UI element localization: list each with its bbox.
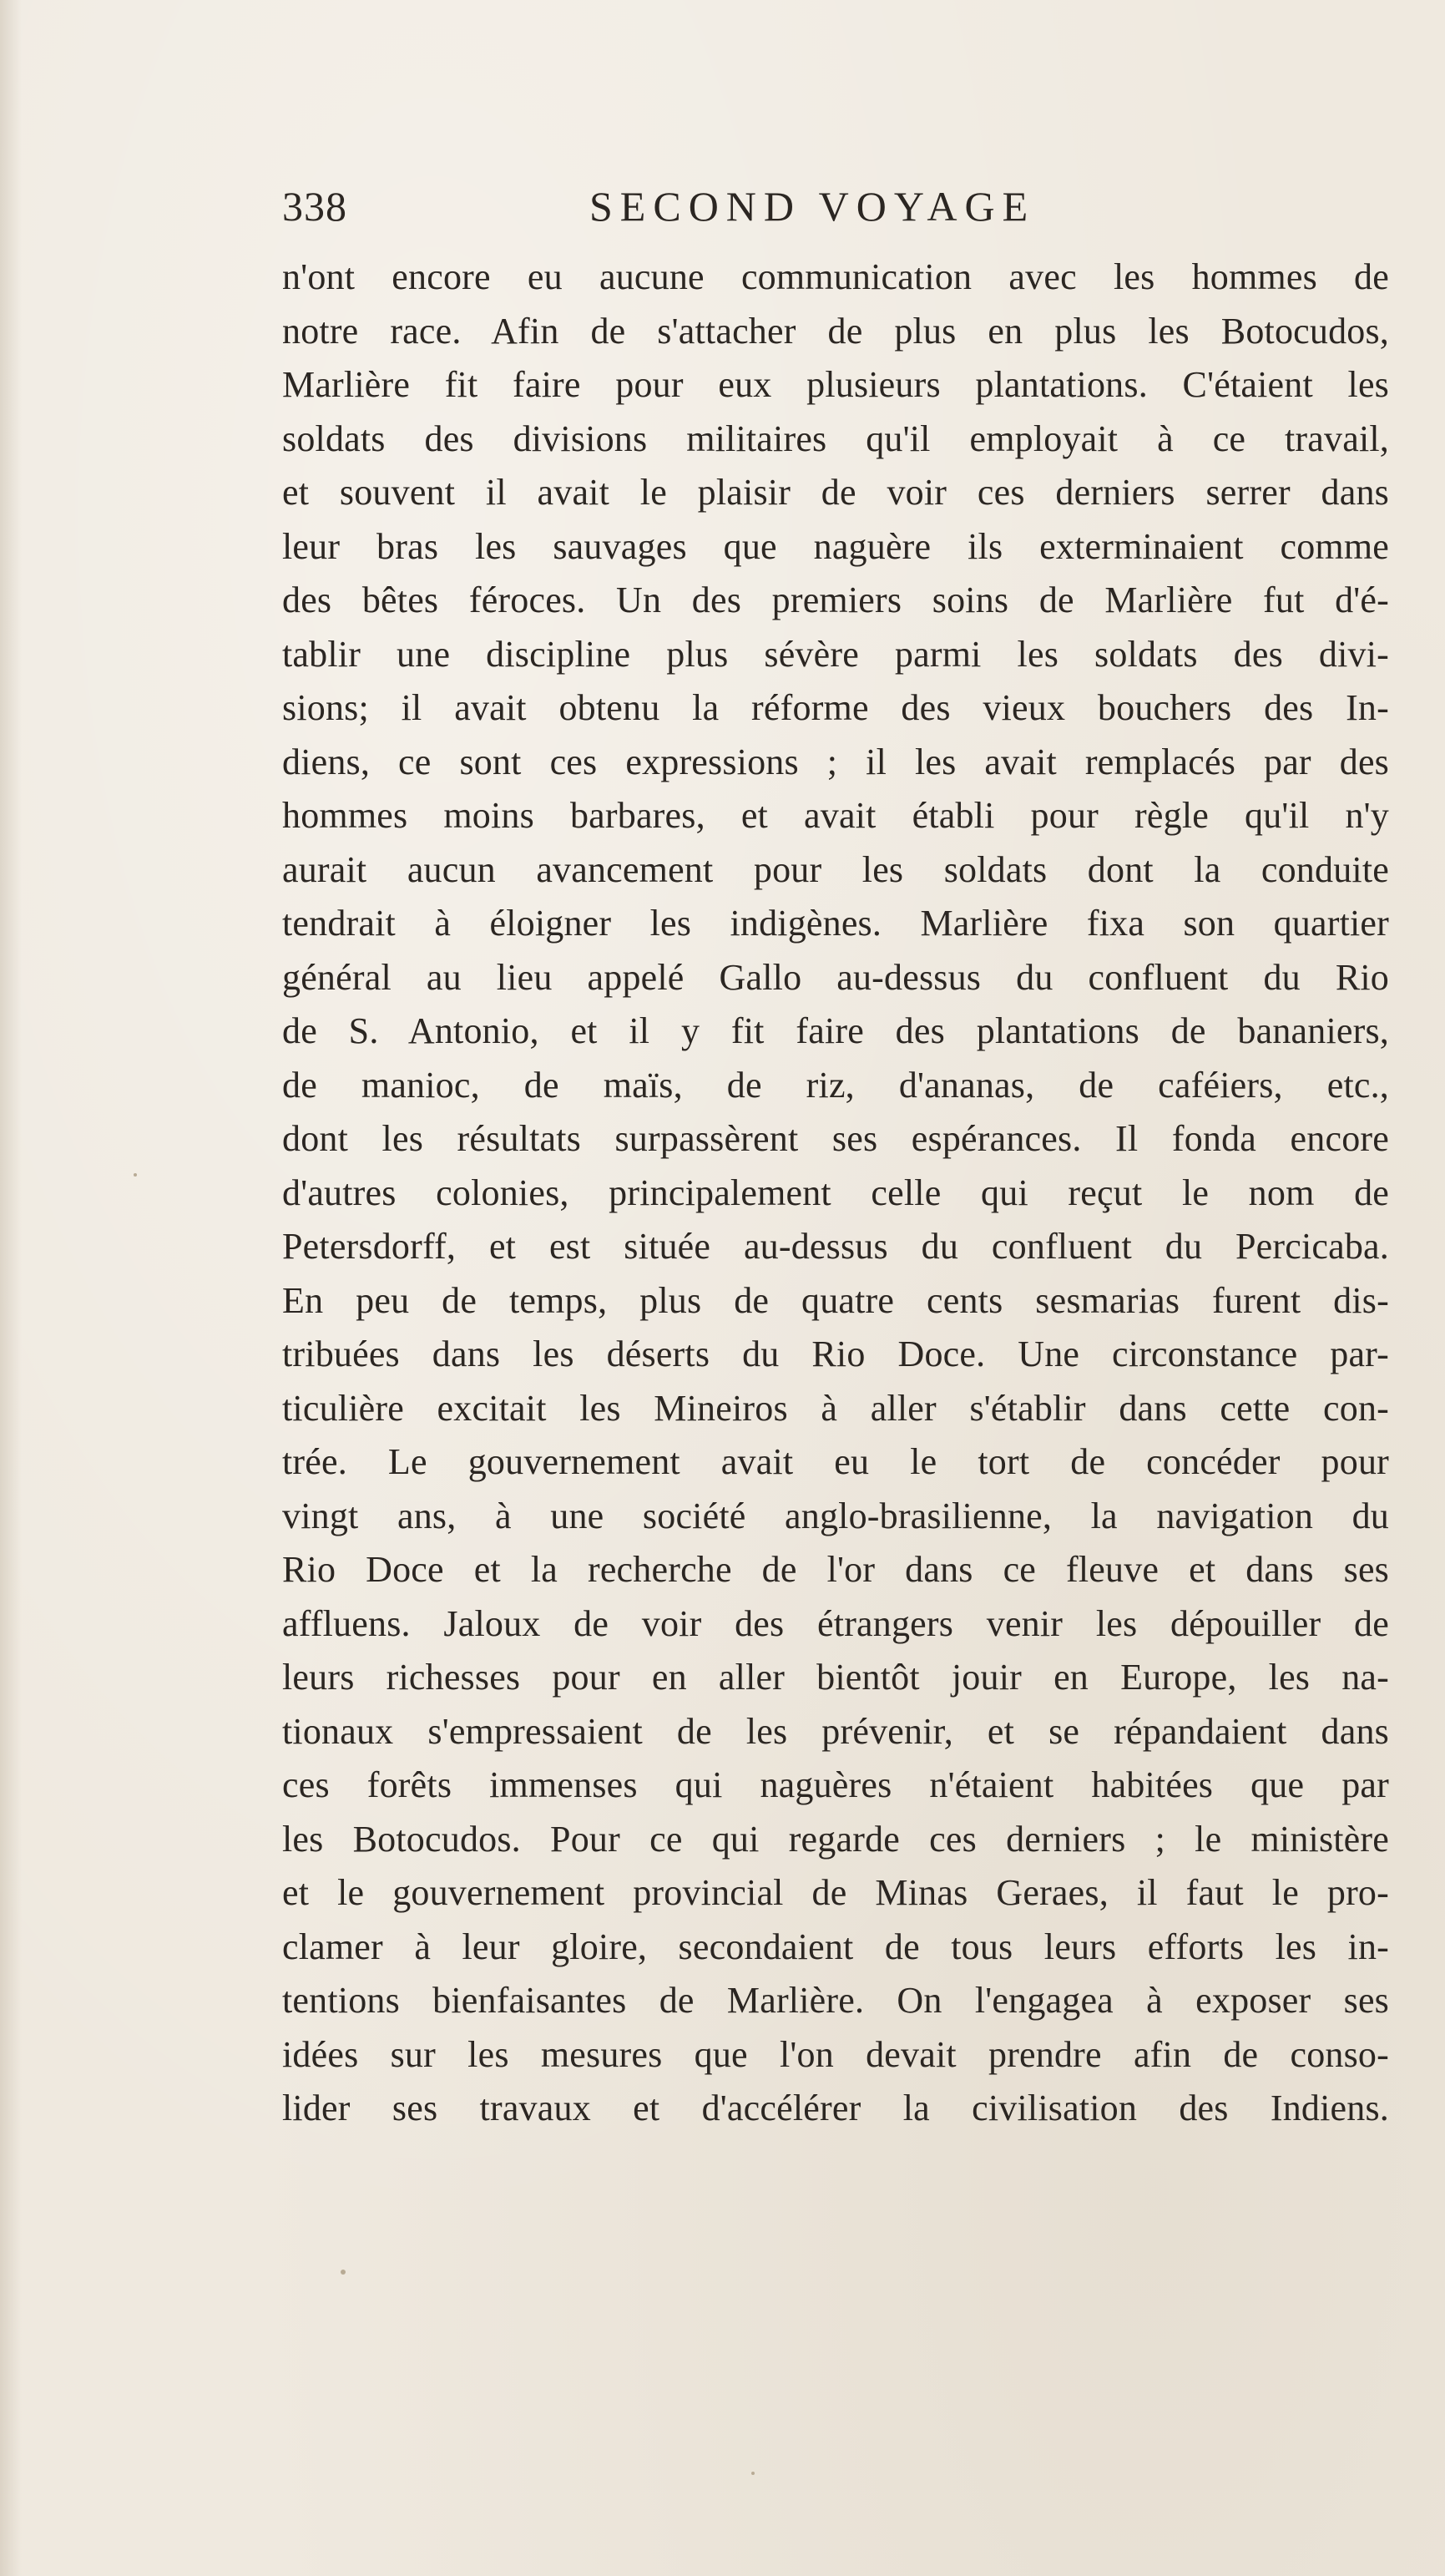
- paper-speck: [134, 1173, 137, 1177]
- body-text: [282, 251, 1389, 2136]
- text-line: lider ses travaux et d'accélérer la civilisation des Indiens.: [282, 2088, 1389, 2128]
- page-number: 338: [282, 183, 347, 230]
- text-line: clamer à leur gloire, secondaient de tous leurs efforts les in-: [282, 1926, 1389, 1967]
- text-line: diens, ce sont ces expressions ; il les avait remplacés par des: [282, 741, 1389, 782]
- text-line: vingt ans, à une société anglo-brasilienne, la navigation du: [282, 1495, 1389, 1536]
- text-line: et le gouvernement provincial de Minas Geraes, il faut le pro-: [282, 1872, 1389, 1913]
- text-line: notre race. Afin de s'attacher de plus en plus les Botocudos,: [282, 310, 1389, 352]
- text-line: Rio Doce et la recherche de l'or dans ce fleuve et dans ses: [282, 1549, 1389, 1590]
- text-line: soldats des divisions militaires qu'il employait à ce travail,: [282, 418, 1389, 459]
- text-line: hommes moins barbares, et avait établi pour règle qu'il n'y: [282, 795, 1389, 836]
- text-line: leurs richesses pour en aller bientôt jouir en Europe, les na-: [282, 1657, 1389, 1698]
- text-line: dont les résultats surpassèrent ses espérances. Il fonda encore: [282, 1118, 1389, 1159]
- text-line: d'autres colonies, principalement celle qui reçut le nom de: [282, 1172, 1389, 1213]
- text-line: leur bras les sauvages que naguère ils exterminaient comme: [282, 525, 1389, 567]
- text-line: idées sur les mesures que l'on devait prendre afin de conso-: [282, 2033, 1389, 2075]
- text-line: tribuées dans les déserts du Rio Doce. Une circonstance par-: [282, 1334, 1389, 1374]
- text-line: trée. Le gouvernement avait eu le tort de concéder pour: [282, 1441, 1389, 1482]
- text-line: tendrait à éloigner les indigènes. Marlière fixa son quartier: [282, 903, 1389, 944]
- text-line: de S. Antonio, et il y fit faire des plantations de bananiers,: [282, 1010, 1389, 1051]
- text-line: ces forêts immenses qui naguères n'étaient habitées que par: [282, 1764, 1389, 1805]
- text-line: de manioc, de maïs, de riz, d'ananas, de caféiers, etc.,: [282, 1064, 1389, 1106]
- text-line: les Botocudos. Pour ce qui regarde ces derniers ; le ministère: [282, 1818, 1389, 1860]
- text-line: En peu de temps, plus de quatre cents sesmarias furent dis-: [282, 1279, 1389, 1321]
- running-head: SECOND VOYAGE: [589, 183, 1036, 230]
- paper-speck: [341, 2270, 346, 2275]
- text-line: Petersdorff, et est située au-dessus du confluent du Percicaba.: [282, 1226, 1389, 1267]
- text-line: tablir une discipline plus sévère parmi les soldats des divi-: [282, 633, 1389, 675]
- page-header: [282, 177, 1097, 235]
- text-line: tionaux s'empressaient de les prévenir, et se répandaient dans: [282, 1710, 1389, 1752]
- text-line: sions; il avait obtenu la réforme des vieux bouchers des In-: [282, 687, 1389, 728]
- text-line: tentions bienfaisantes de Marlière. On l'engagea à exposer ses: [282, 1980, 1389, 2021]
- text-line: des bêtes féroces. Un des premiers soins de Marlière fut d'é-: [282, 579, 1389, 620]
- paper-speck: [751, 2472, 755, 2475]
- text-line: affluens. Jaloux de voir des étrangers venir les dépouiller de: [282, 1602, 1389, 1644]
- text-line: Marlière fit faire pour eux plusieurs plantations. C'étaient les: [282, 364, 1389, 405]
- text-line: et souvent il avait le plaisir de voir ces derniers serrer dans: [282, 472, 1389, 513]
- text-line: aurait aucun avancement pour les soldats dont la conduite: [282, 848, 1389, 890]
- text-line: ticulière excitait les Mineiros à aller s'établir dans cette con-: [282, 1387, 1389, 1429]
- text-line: n'ont encore eu aucune communication avec les hommes de: [282, 256, 1389, 297]
- text-line: général au lieu appelé Gallo au-dessus du confluent du Rio: [282, 956, 1389, 998]
